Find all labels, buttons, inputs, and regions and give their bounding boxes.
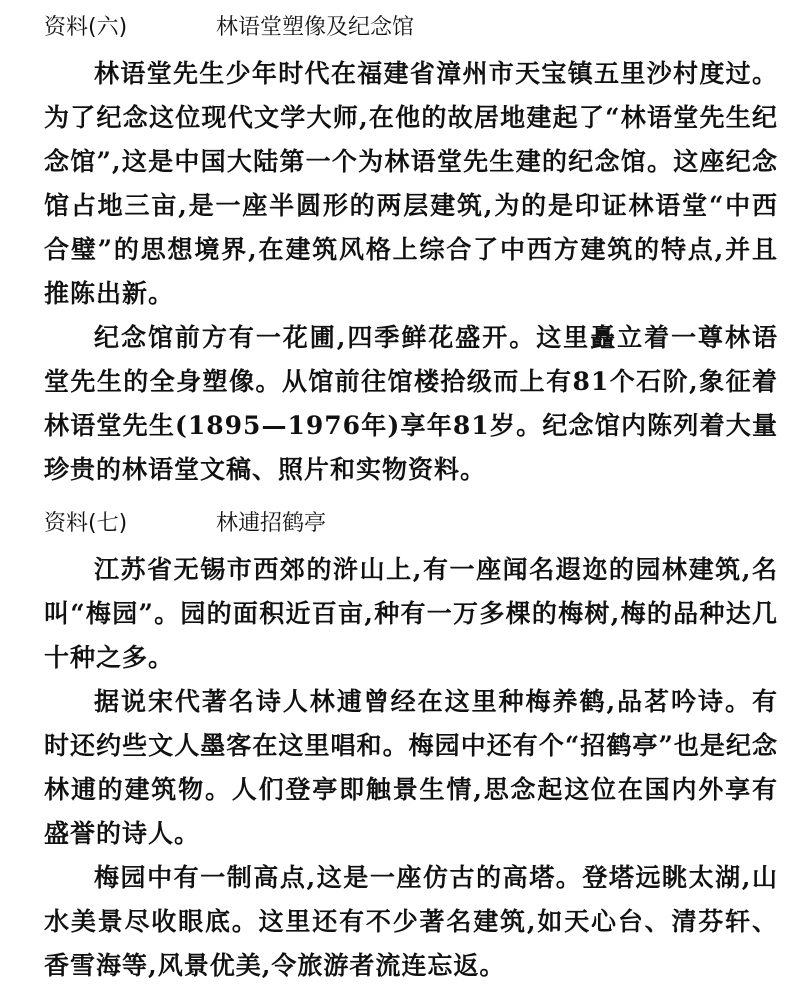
paragraph: 梅园中有一制高点,这是一座仿古的高塔。登塔远眺太湖,山水美景尽收眼底。这里还有不少著名建筑,如天心台、清芬轩、香雪海等,风景优美,令旅游者流连忘返。 [44,863,778,980]
section-label: 资料(七) [44,511,128,536]
section-heading [0,508,800,540]
paragraph: 江苏省无锡市西郊的浒山上,有一座闻名遐迩的园林建筑,名叫“梅园”。园的面积近百亩,种有一万多棵的梅树,梅的品种达几十种之多。 [44,555,778,672]
section-title: 林语堂塑像及纪念馆 [216,15,415,40]
section-label: 资料(六) [44,15,128,40]
paragraph: 纪念馆前方有一花圃,四季鲜花盛开。这里矗立着一尊林语堂先生的全身塑像。从馆前往馆楼拾级而上有81个石阶,象征着林语堂先生(1895—1976年)享年81岁。纪念馆内陈列着大量珍贵的林语堂文稿、照片和实物资料。 [44,323,778,484]
section-title: 林逋招鹤亭 [216,511,327,536]
paragraph: 据说宋代著名诗人林逋曾经在这里种梅养鹤,品茗吟诗。有时还约些文人墨客在这里唱和。梅园中还有个“招鹤亭”也是纪念林逋的建筑物。人们登亭即触景生情,思念起这位在国内外享有盛誉的诗人。 [44,687,778,848]
section-heading [0,12,800,44]
paragraph: 林语堂先生少年时代在福建省漳州市天宝镇五里沙村度过。为了纪念这位现代文学大师,在他的故居地建起了“林语堂先生纪念馆”,这是中国大陆第一个为林语堂先生建的纪念馆。这座纪念馆占地三亩,是一座半圆形的两层建筑,为的是印证林语堂“中西合璧”的思想境界,在建筑风格上综合了中西方建筑的特点,并且推陈出新。 [44,59,778,308]
material-section-7 [0,508,800,988]
material-section-6 [0,12,800,492]
